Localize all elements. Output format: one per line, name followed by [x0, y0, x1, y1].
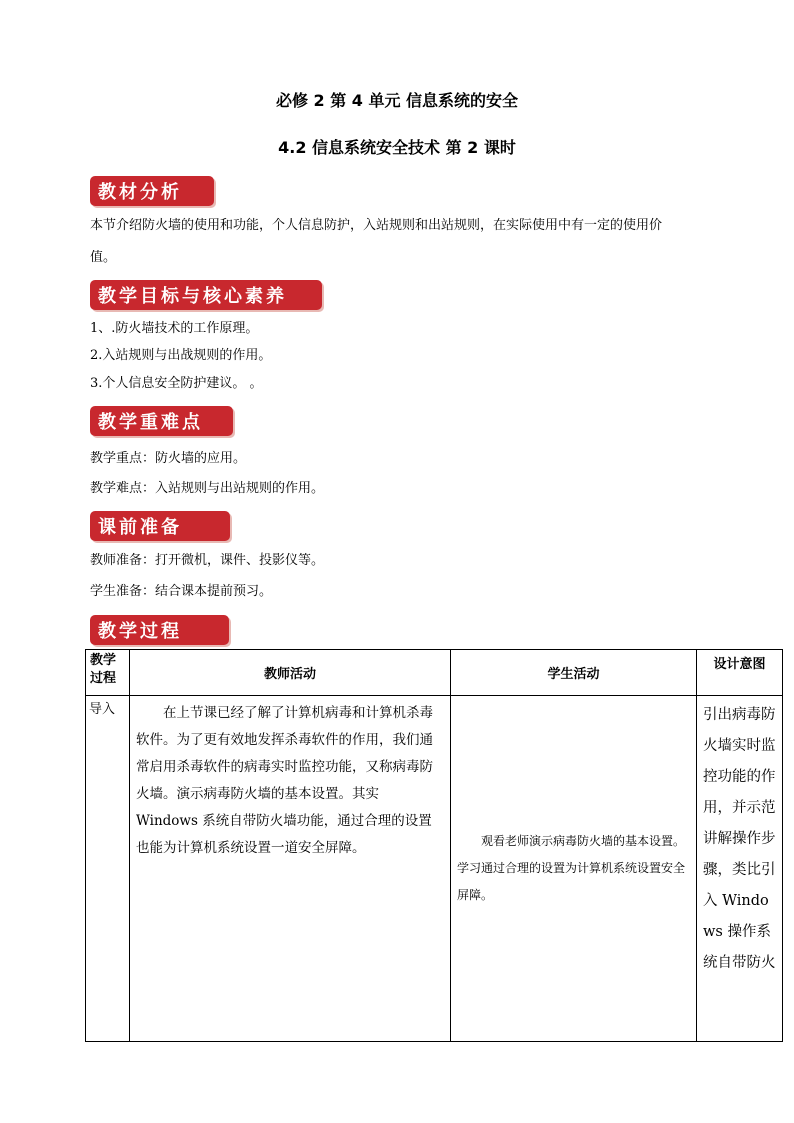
header-stage-line2: 过程: [90, 671, 117, 686]
design-intent-cell: 引出病毒防火墙实时监控功能的作用，并示范讲解操作步骤，类比引入 Windows 操作系统自带防火: [697, 696, 783, 1042]
lesson-subtitle: 4.2 信息系统安全技术 第 2 课时: [278, 138, 516, 157]
analysis-text-line2: 值。: [90, 250, 117, 265]
header-design-intent: 设计意图: [697, 650, 783, 696]
section-banner-process: 教学过程: [90, 615, 229, 645]
student-activity-cell: 观看老师演示病毒防火墙的基本设置。学习通过合理的设置为计算机系统设置安全屏障。: [451, 696, 697, 1042]
header-stage-line1: 教学: [90, 653, 117, 668]
header-student-activity: 学生活动: [451, 650, 697, 696]
document-title: 必修 2 第 4 单元 信息系统的安全: [275, 91, 519, 110]
analysis-text-line1: 本节介绍防火墙的使用和功能，个人信息防护，入站规则和出站规则，在实际使用中有一定的使用价: [90, 218, 663, 233]
teacher-prep-text: 教师准备：打开微机，课件、投影仪等。: [90, 553, 325, 568]
section-banner-prep: 课前准备: [90, 511, 230, 541]
section-banner-goals: 教学目标与核心素养: [90, 280, 322, 310]
table-header-row: [86, 650, 783, 696]
section-banner-analysis: 教材分析: [90, 176, 214, 206]
key-focus-text: 教学重点：防火墙的应用。: [90, 451, 247, 466]
goal-item-3: 3.个人信息安全防护建议。 。: [90, 376, 263, 391]
key-difficulty-text: 教学难点：入站规则与出站规则的作用。: [90, 481, 325, 496]
table-row: [86, 696, 783, 1042]
stage-cell: 导入: [86, 696, 130, 1042]
header-teacher-activity: 教师活动: [130, 650, 451, 696]
teacher-activity-cell: 在上节课已经了解了计算机病毒和计算机杀毒软件。为了更有效地发挥杀毒软件的作用，我们通常启用杀毒软件的病毒实时监控功能，又称病毒防火墙。演示病毒防火墙的基本设置。其实 Windows 系统自带防火墙功能，通过合理的设置也能为计算机系统设置一道安全屏障。: [130, 696, 451, 1042]
goal-item-2: 2.入站规则与出战规则的作用。: [90, 348, 272, 363]
lesson-process-table: [85, 649, 783, 1042]
section-banner-keypoints: 教学重难点: [90, 406, 233, 436]
header-stage: [86, 650, 130, 696]
student-prep-text: 学生准备：结合课本提前预习。: [90, 584, 273, 599]
goal-item-1: 1、.防火墙技术的工作原理。: [90, 321, 259, 336]
